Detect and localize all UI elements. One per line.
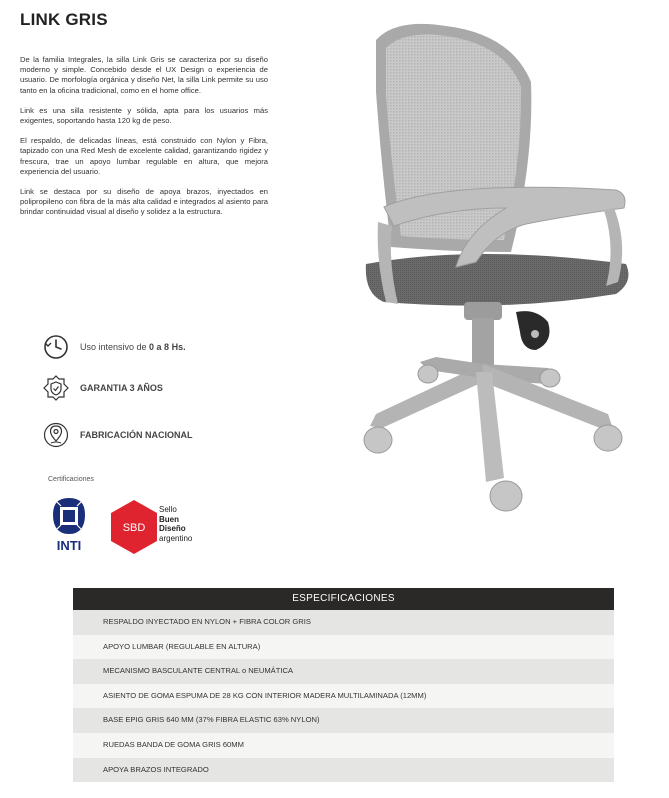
inti-emblem-icon [48, 497, 90, 537]
spec-row: APOYO LUMBAR (REGULABLE EN ALTURA) [73, 635, 614, 660]
spec-row: BASE EPIG GRIS 640 MM (37% FIBRA ELASTIC 63% NYLON) [73, 708, 614, 733]
clock-icon [42, 333, 70, 361]
spec-row: RUEDAS BANDA DE GOMA GRIS 60MM [73, 733, 614, 758]
sbd-line: Sello [159, 505, 177, 514]
description-paragraph: De la familia Integrales, la silla Link Gris se caracteriza por su diseño moderno y simple. Concebido desde el UX Design o experiencia de usuario. De morfología orgánica y diseño Net, la silla Link permite su uso tanto en la oficina tradicional, como en el home office. [20, 55, 268, 95]
specifications-header: ESPECIFICACIONES [73, 588, 614, 610]
description-paragraph: Link se destaca por su diseño de apoya brazos, inyectados en polipropileno con fibra de la más alta calidad e integrados al asiento para brindar continuidad visual al diseño y solidez a la estructura. [20, 187, 268, 217]
spec-row: RESPALDO INYECTADO EN NYLON + FIBRA COLOR GRIS [73, 610, 614, 635]
product-description [20, 55, 268, 228]
feature-usage-label: Uso intensivo de 0 a 8 Hs. [80, 342, 186, 352]
feature-warranty-label: GARANTIA 3 AÑOS [80, 383, 163, 393]
sbd-hexagon-icon [109, 499, 159, 555]
chair-image [336, 12, 652, 522]
sbd-line: argentino [159, 533, 193, 543]
sbd-badge-text: SBD [122, 522, 146, 534]
specifications-table [73, 588, 614, 782]
specifications-rows [73, 610, 614, 782]
spec-row: APOYA BRAZOS INTEGRADO [73, 758, 614, 783]
sbd-caption [159, 505, 192, 543]
sbd-line: Buen [159, 514, 179, 524]
inti-logo [48, 497, 90, 557]
spec-row: ASIENTO DE GOMA ESPUMA DE 28 KG CON INTERIOR MADERA MULTILAMINADA (12MM) [73, 684, 614, 709]
location-pin-icon [42, 421, 70, 449]
feature-manufacture-label: FABRICACIÓN NACIONAL [80, 430, 193, 440]
certifications-label: Certificaciones [48, 476, 94, 483]
page-title: LINK GRIS [20, 10, 108, 29]
description-paragraph: Link es una silla resistente y sólida, apta para los usuarios más exigentes, soportando hasta 120 kg de peso. [20, 105, 268, 126]
inti-label: INTI [56, 538, 82, 553]
feature-manufacture [42, 421, 193, 449]
sbd-line: Diseño [159, 524, 186, 533]
feature-warranty [42, 374, 163, 402]
feature-usage [42, 333, 186, 361]
shield-check-icon [42, 374, 70, 402]
description-paragraph: El respaldo, de delicadas líneas, está construido con Nylon y Fibra, tapizado con una Red Mesh de excelente calidad, garantizando rigidez y frescura, trae un apoyo lumbar regulable en altura, que mejora experiencia del usuario. [20, 136, 268, 176]
spec-row: MECANISMO BASCULANTE CENTRAL o NEUMÁTICA [73, 659, 614, 684]
sbd-logo [109, 499, 159, 555]
